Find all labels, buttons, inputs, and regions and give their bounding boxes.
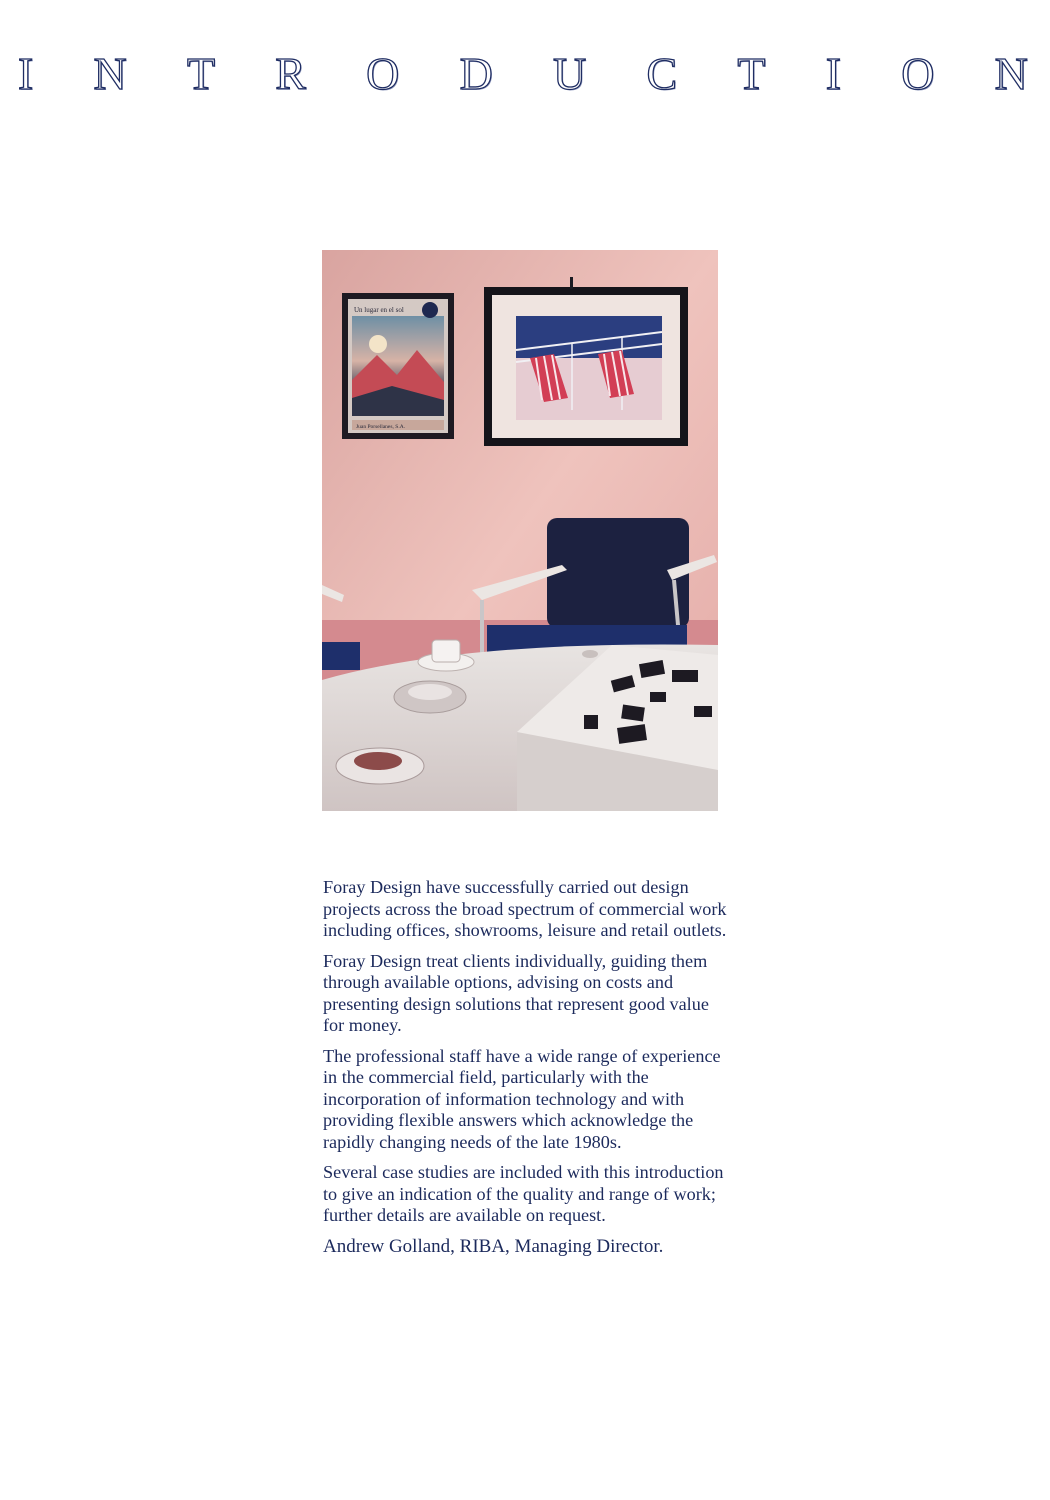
heading-letter: N [93, 48, 127, 99]
heading-letter: R [275, 48, 306, 99]
page-heading [18, 46, 1028, 102]
heading-letter: O [901, 48, 935, 99]
framed-print-deckchairs [484, 287, 688, 446]
poster-footer: Juan Porsellanes, S.A. [356, 424, 406, 430]
signature: Andrew Golland, RIBA, Managing Director. [323, 1235, 664, 1257]
poster-left [342, 293, 454, 439]
heading-letter: N [994, 48, 1028, 99]
heading-letter: T [737, 48, 766, 99]
heading-letter: T [186, 48, 216, 99]
paragraph: Foray Design have successfully carried out design projects across the broad spectrum of commercial work including offices, showrooms, leisure and retail outlets. [323, 877, 727, 940]
paragraph: Several case studies are included with this introduction to give an indication of the quality and range of work; further details are available on request. [323, 1162, 724, 1225]
heading-letter: I [825, 48, 842, 99]
poster-caption: Un lugar en el sol [354, 306, 404, 314]
heading-letter: D [459, 48, 493, 99]
office-photo [322, 250, 718, 811]
paragraph: Foray Design treat clients individually, guiding them through available options, advising on costs and presenting design solutions that represent good value for money. [323, 950, 709, 1035]
heading-letter: O [366, 48, 400, 99]
paragraph: The professional staff have a wide range of experience in the commercial field, particularly with the incorporation of information technology and with providing flexible answers which acknowledge the rapidly changing needs of the late 1980s. [323, 1045, 721, 1152]
heading-letter: C [646, 48, 678, 99]
heading-letter: I [18, 48, 34, 99]
heading-letter: U [553, 48, 587, 99]
introduction-text [323, 877, 733, 1266]
